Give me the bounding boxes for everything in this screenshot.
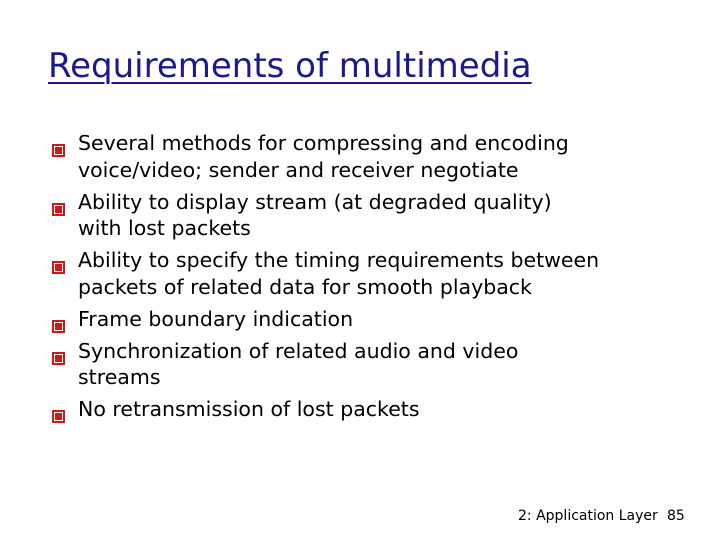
bullet-line: Ability to specify the timing requirements between [78,248,600,272]
bullet-line: streams [78,365,161,389]
bullet-line: Frame boundary indication [78,306,354,331]
bullet-square-icon [52,196,65,209]
bullet-item [50,338,690,391]
bullet-item [50,396,690,423]
bullet-line: Ability to display stream (at degraded quality) [78,189,552,214]
bullet-line: voice/video; sender and receiver negotiate [78,157,519,182]
bullet-item [50,189,690,242]
footer-page-number: 85 [667,508,685,524]
bullet-item [50,130,690,183]
bullet-item [50,247,690,300]
bullet-square-icon [52,137,65,150]
bullet-line: Several methods for compressing and encoding [78,131,569,155]
bullet-square-icon [52,345,65,358]
bullet-square-icon [52,403,65,416]
bullet-line: with lost packets [78,216,251,240]
bullet-list [50,130,690,428]
bullet-line: Synchronization of related audio and video [78,338,519,363]
bullet-square-icon [52,254,65,267]
slide-title: Requirements of multimedia [48,46,532,86]
bullet-item [50,306,690,333]
bullet-line: packets of related data for smooth playback [78,274,532,299]
bullet-square-icon [52,313,65,326]
footer-chapter-label: 2: Application Layer [518,508,658,524]
bullet-line: No retransmission of lost packets [78,397,420,421]
